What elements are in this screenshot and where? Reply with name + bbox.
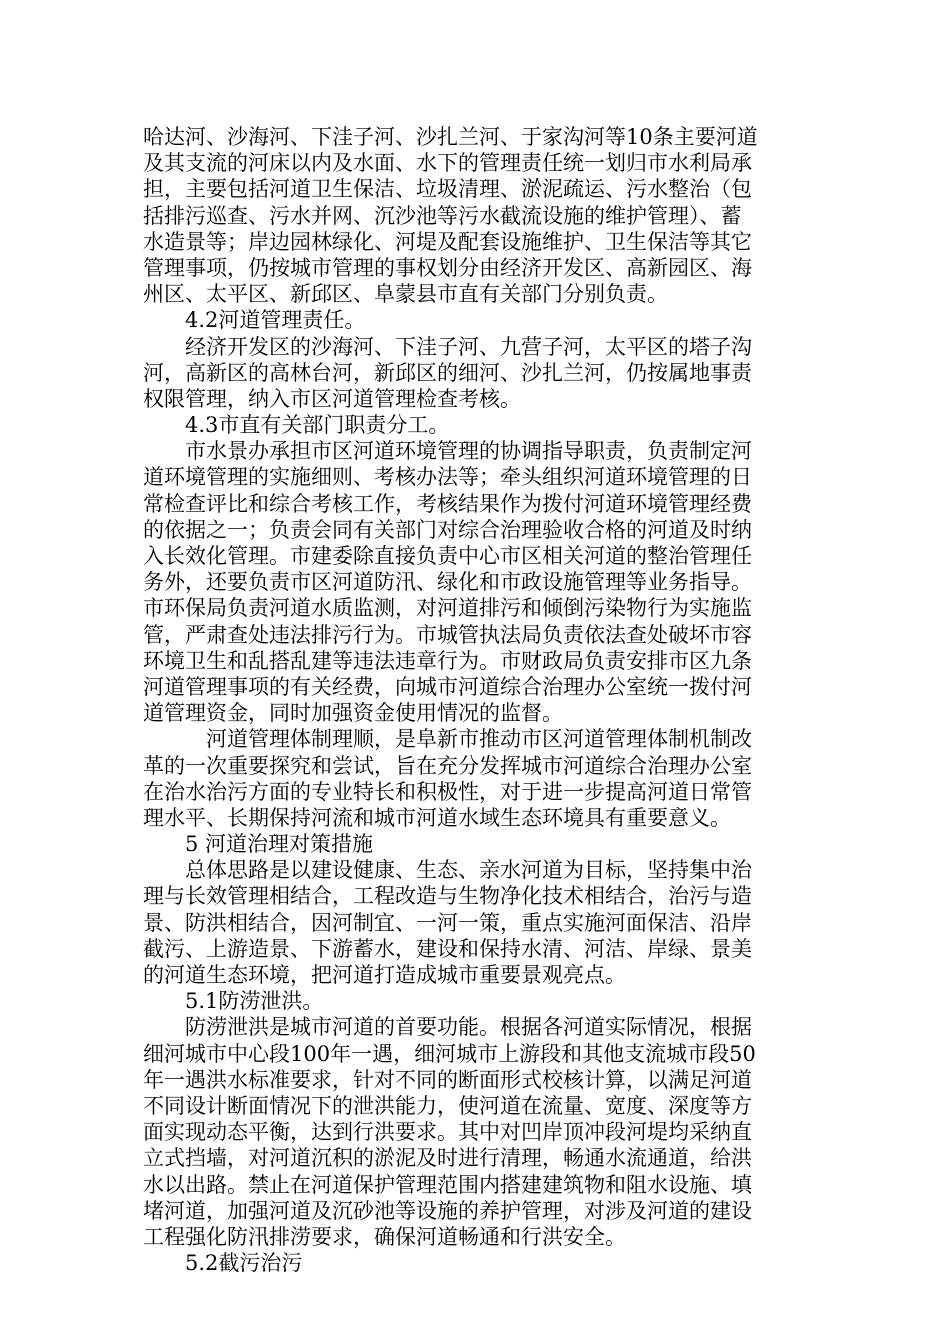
text-line: 权限管理，纳入市区河道管理检查考核。 — [143, 386, 521, 411]
text-line: 理水平、长期保持河流和城市河道水域生态环境具有重要意义。 — [143, 805, 731, 830]
text-line: 的河道生态环境，把河道打造成城市重要景观亮点。 — [143, 963, 626, 987]
text-line: 4.2河道管理责任。 — [185, 308, 366, 333]
document-body — [143, 124, 807, 1276]
text-line: 在治水治污方面的专业特长和积极性，对于进一步提高河道日常管 — [143, 779, 752, 804]
text-line: 务外，还要负责市区河道防汛、绿化和市政设施管理等业务指导。 — [143, 570, 752, 595]
text-line: 州区、太平区、新邱区、阜蒙县市直有关部门分别负责。 — [143, 282, 668, 307]
text-line: 河道管理事项的有关经费，向城市河道综合治理办公室统一拨付河 — [143, 674, 752, 699]
text-line: 哈达河、沙海河、下洼子河、沙扎兰河、于家沟河等10条主要河道 — [143, 125, 758, 149]
text-line: 管理事项，仍按城市管理的事权划分由经济开发区、高新园区、海 — [143, 255, 752, 280]
text-line: 河道管理体制理顺，是阜新市推动市区河道管理体制机制改 — [206, 727, 752, 752]
text-line: 及其支流的河床以内及水面、水下的管理责任统一划归市水利局承 — [143, 151, 752, 176]
text-line: 景、防洪相结合，因河制宜、一河一策，重点实施河面保洁、沿岸 — [143, 910, 752, 935]
text-line: 市环保局负责河道水质监测，对河道排污和倾倒污染物行为实施监 — [143, 596, 752, 621]
text-line: 年一遇洪水标准要求，针对不同的断面形式校核计算，以满足河道 — [143, 1067, 752, 1092]
text-line: 堵河道，加强河道及沉砂池等设施的养护管理，对涉及河道的建设 — [143, 1198, 752, 1223]
text-line: 的依据之一；负责会同有关部门对综合治理验收合格的河道及时纳 — [143, 517, 752, 542]
text-line: 水以出路。禁止在河道保护管理范围内搭建建筑物和阻水设施、填 — [143, 1172, 752, 1197]
text-line: 面实现动态平衡，达到行洪要求。其中对凹岸顶冲段河堤均采纳直 — [143, 1120, 752, 1145]
text-line: 担，主要包括河道卫生保洁、垃圾清理、淤泥疏运、污水整治（包 — [143, 177, 752, 202]
text-line: 5.2截污治污 — [185, 1251, 303, 1276]
text-line: 不同设计断面情况下的泄洪能力，使河道在流量、宽度、深度等方 — [143, 1093, 752, 1118]
text-line: 5.1防涝泄洪。 — [185, 989, 324, 1014]
text-line: 细河城市中心段100年一遇，细河城市上游段和其他支流城市段50 — [143, 1041, 756, 1066]
text-line: 经济开发区的沙海河、下洼子河、九营子河，太平区的塔子沟 — [185, 334, 752, 359]
text-line: 道管理资金，同时加强资金使用情况的监督。 — [143, 701, 563, 726]
text-line: 防涝泄洪是城市河道的首要功能。根据各河道实际情况，根据 — [185, 1015, 752, 1040]
text-line: 管，严肃查处违法排污行为。市城管执法局负责依法查处破坏市容 — [143, 622, 752, 647]
text-line: 截污、上游造景、下游蓄水，建设和保持水清、河洁、岸绿、景美 — [143, 936, 752, 961]
text-line: 5 河道治理对策措施 — [185, 832, 374, 857]
text-line: 道环境管理的实施细则、考核办法等；牵头组织河道环境管理的日 — [143, 465, 752, 490]
text-line: 河，高新区的高林台河，新邱区的细河、沙扎兰河，仍按属地事责 — [143, 360, 752, 385]
text-line: 理与长效管理相结合，工程改造与生物净化技术相结合，治污与造 — [143, 884, 752, 909]
text-line: 4.3市直有关部门职责分工。 — [185, 413, 450, 438]
text-line: 常检查评比和综合考核工作，考核结果作为拨付河道环境管理经费 — [143, 491, 752, 516]
text-line: 环境卫生和乱搭乱建等违法违章行为。市财政局负责安排市区九条 — [143, 648, 752, 673]
text-line: 入长效化管理。市建委除直接负责中心市区相关河道的整治管理任 — [143, 544, 752, 568]
text-line: 水造景等；岸边园林绿化、河堤及配套设施维护、卫生保洁等其它 — [143, 229, 752, 254]
text-line: 市水景办承担市区河道环境管理的协调指导职责，负责制定河 — [185, 439, 752, 464]
text-line: 括排污巡查、污水并网、沉沙池等污水截流设施的维护管理）、蓄 — [143, 203, 742, 228]
text-line: 立式挡墙，对河道沉积的淤泥及时进行清理，畅通水流通道，给洪 — [143, 1146, 752, 1171]
text-line: 革的一次重要探究和尝试，旨在充分发挥城市河道综合治理办公室 — [143, 753, 752, 778]
text-line: 总体思路是以建设健康、生态、亲水河道为目标，坚持集中治 — [185, 858, 752, 883]
text-line: 工程强化防汛排涝要求，确保河道畅通和行洪安全。 — [143, 1224, 626, 1249]
